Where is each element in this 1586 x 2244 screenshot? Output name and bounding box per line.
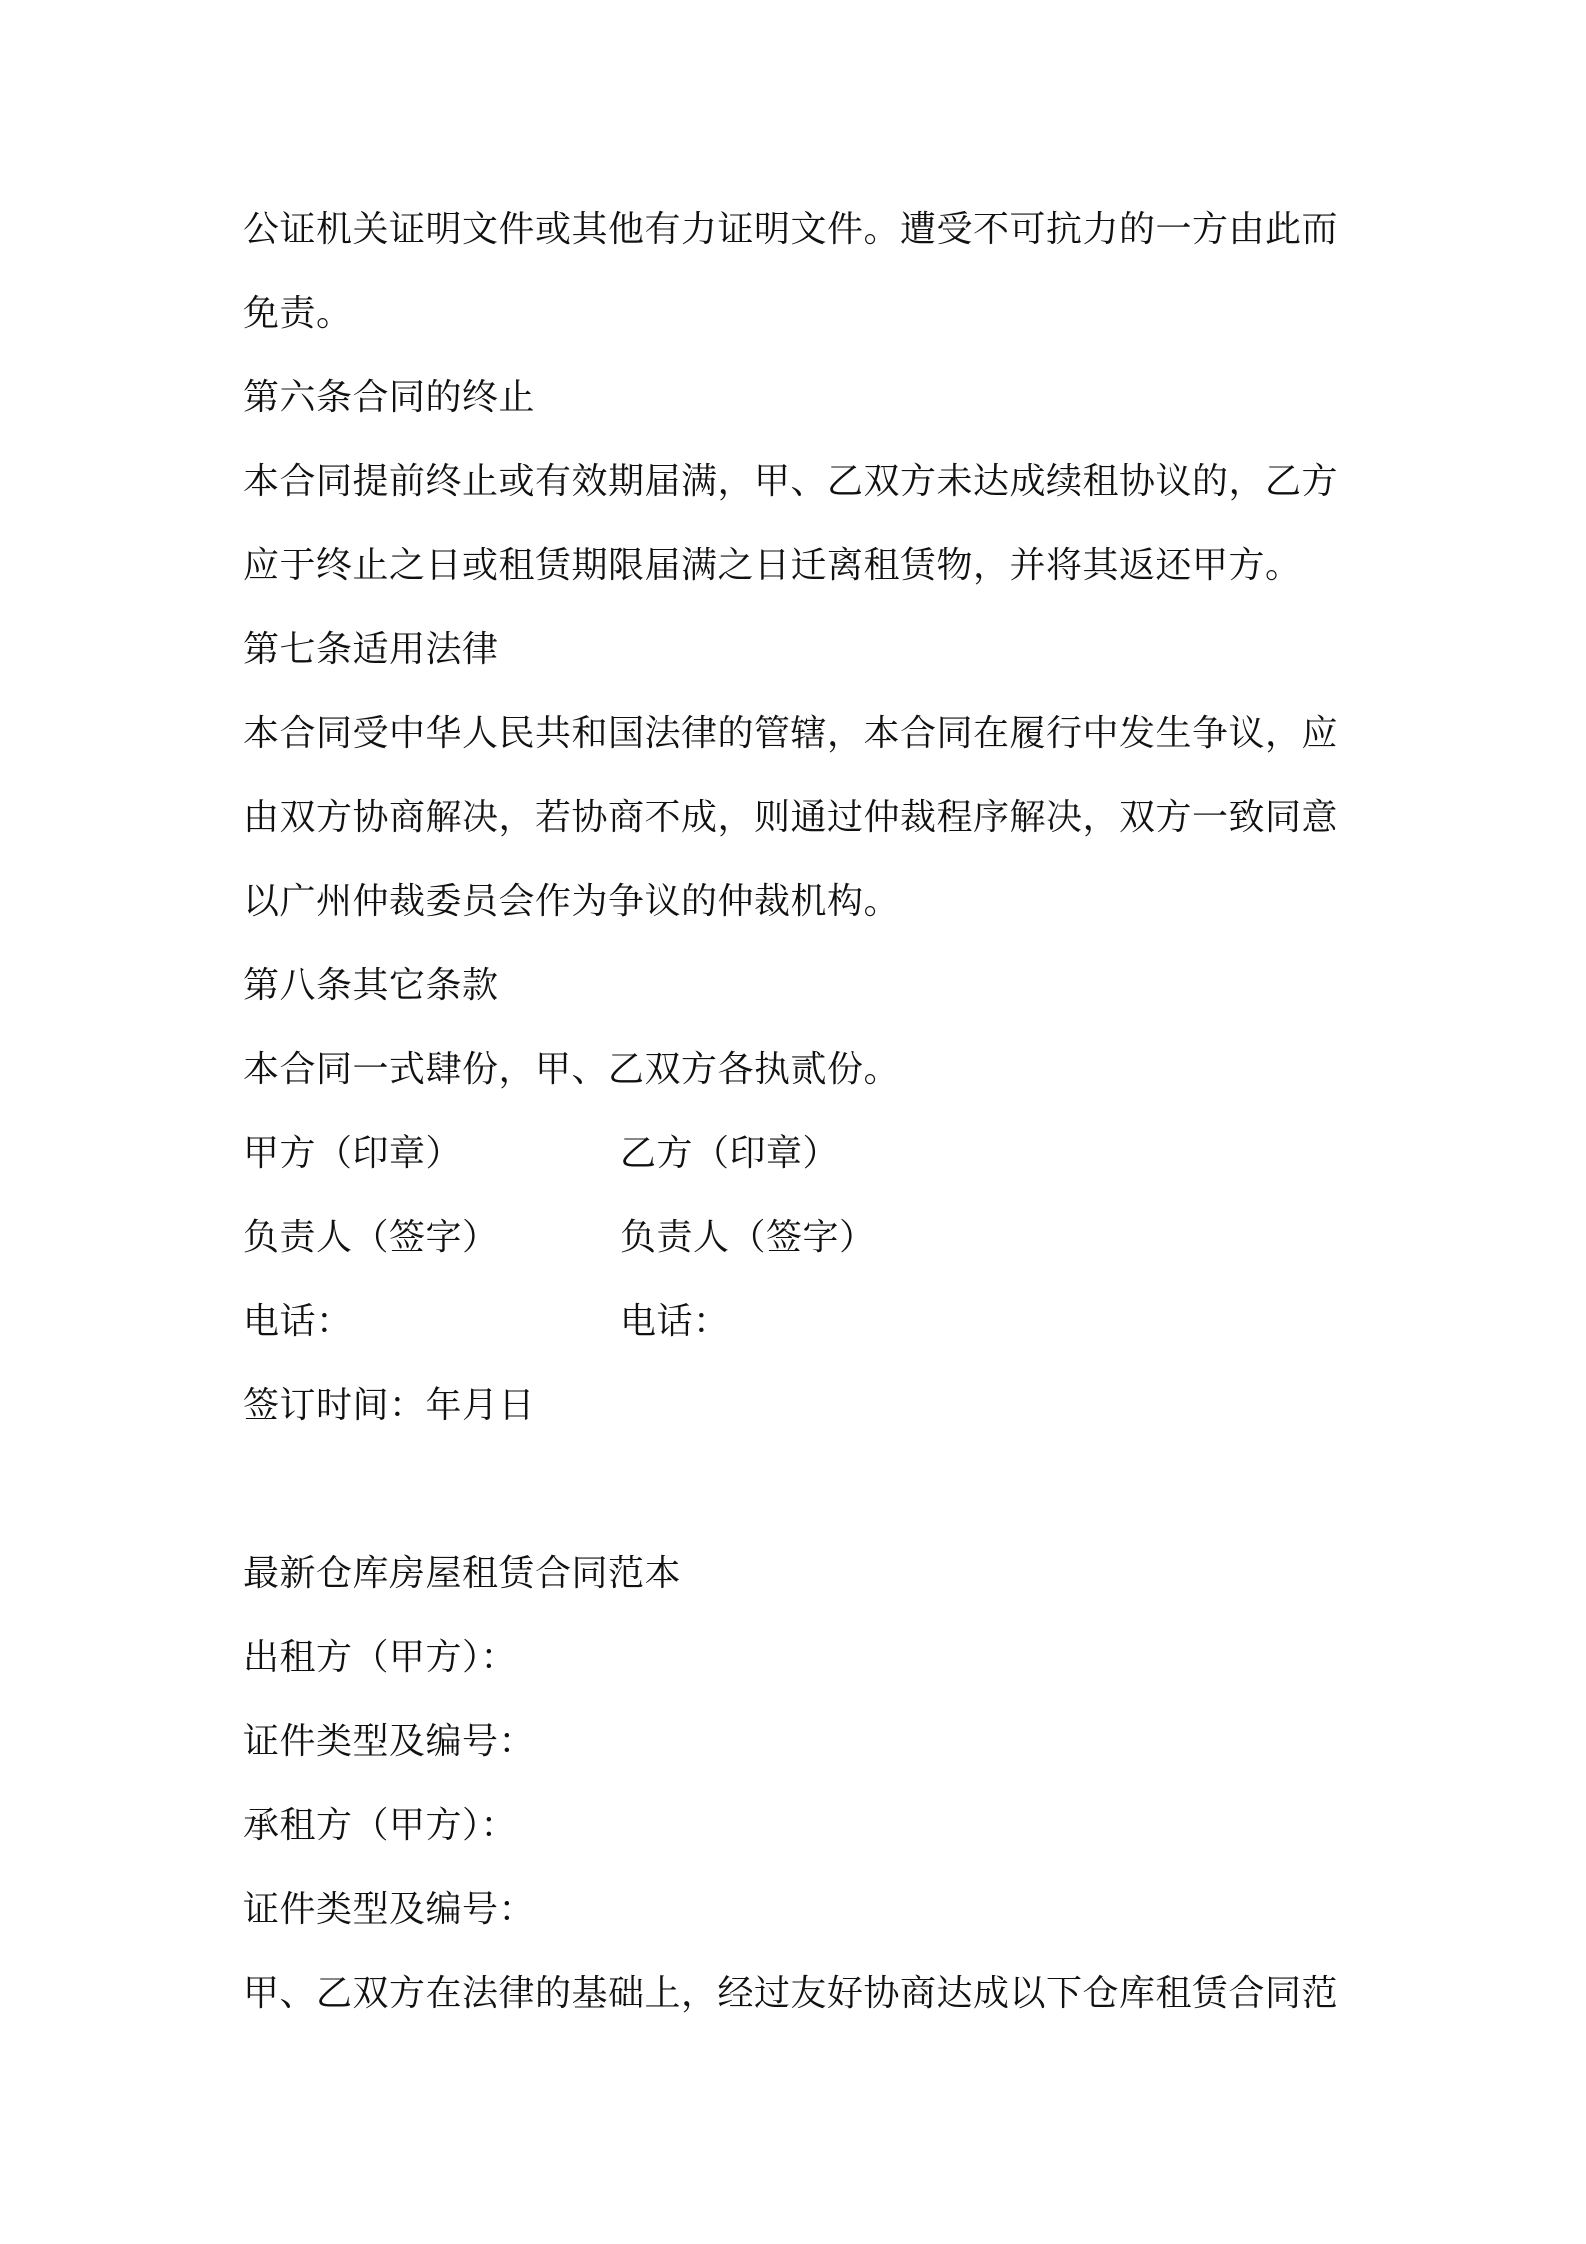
lessee-label: 承租方（甲方）： (243, 1805, 518, 1846)
party-b-rep-label: 负责人（签字） (620, 1217, 876, 1258)
paragraph-line: 免责。 (243, 293, 353, 334)
article-7-heading: 第七条适用法律 (243, 629, 499, 670)
party-a-rep-label: 负责人（签字） (243, 1217, 499, 1258)
paragraph-line: 应于终止之日或租赁期限届满之日迁离租赁物，并将其返还甲方。 (243, 545, 1302, 586)
contract-title: 最新仓库房屋租赁合同范本 (243, 1553, 682, 1594)
lessee-id-label: 证件类型及编号： (243, 1889, 536, 1930)
paragraph-line: 公证机关证明文件或其他有力证明文件。遭受不可抗力的一方由此而 (243, 209, 1339, 250)
paragraph-line: 本合同提前终止或有效期届满，甲、乙双方未达成续租协议的，乙方 (243, 461, 1339, 502)
paragraph-line: 甲、乙双方在法律的基础上，经过友好协商达成以下仓库租赁合同范 (243, 1973, 1339, 2014)
sign-date-label: 签订时间：年月日 (243, 1385, 536, 1426)
article-8-heading: 第八条其它条款 (243, 965, 499, 1006)
paragraph-line: 以广州仲裁委员会作为争议的仲裁机构。 (243, 881, 901, 922)
party-b-phone-label: 电话： (620, 1301, 730, 1342)
paragraph-line: 由双方协商解决，若协商不成，则通过仲裁程序解决，双方一致同意 (243, 797, 1339, 838)
party-a-seal-label: 甲方（印章） (243, 1133, 463, 1174)
paragraph-line: 本合同受中华人民共和国法律的管辖，本合同在履行中发生争议，应 (243, 713, 1339, 754)
lessor-id-label: 证件类型及编号： (243, 1721, 536, 1762)
article-6-heading: 第六条合同的终止 (243, 377, 536, 418)
party-a-phone-label: 电话： (243, 1301, 353, 1342)
paragraph-line: 本合同一式肆份，甲、乙双方各执贰份。 (243, 1049, 901, 1090)
party-b-seal-label: 乙方（印章） (620, 1133, 840, 1174)
lessor-label: 出租方（甲方）： (243, 1637, 518, 1678)
